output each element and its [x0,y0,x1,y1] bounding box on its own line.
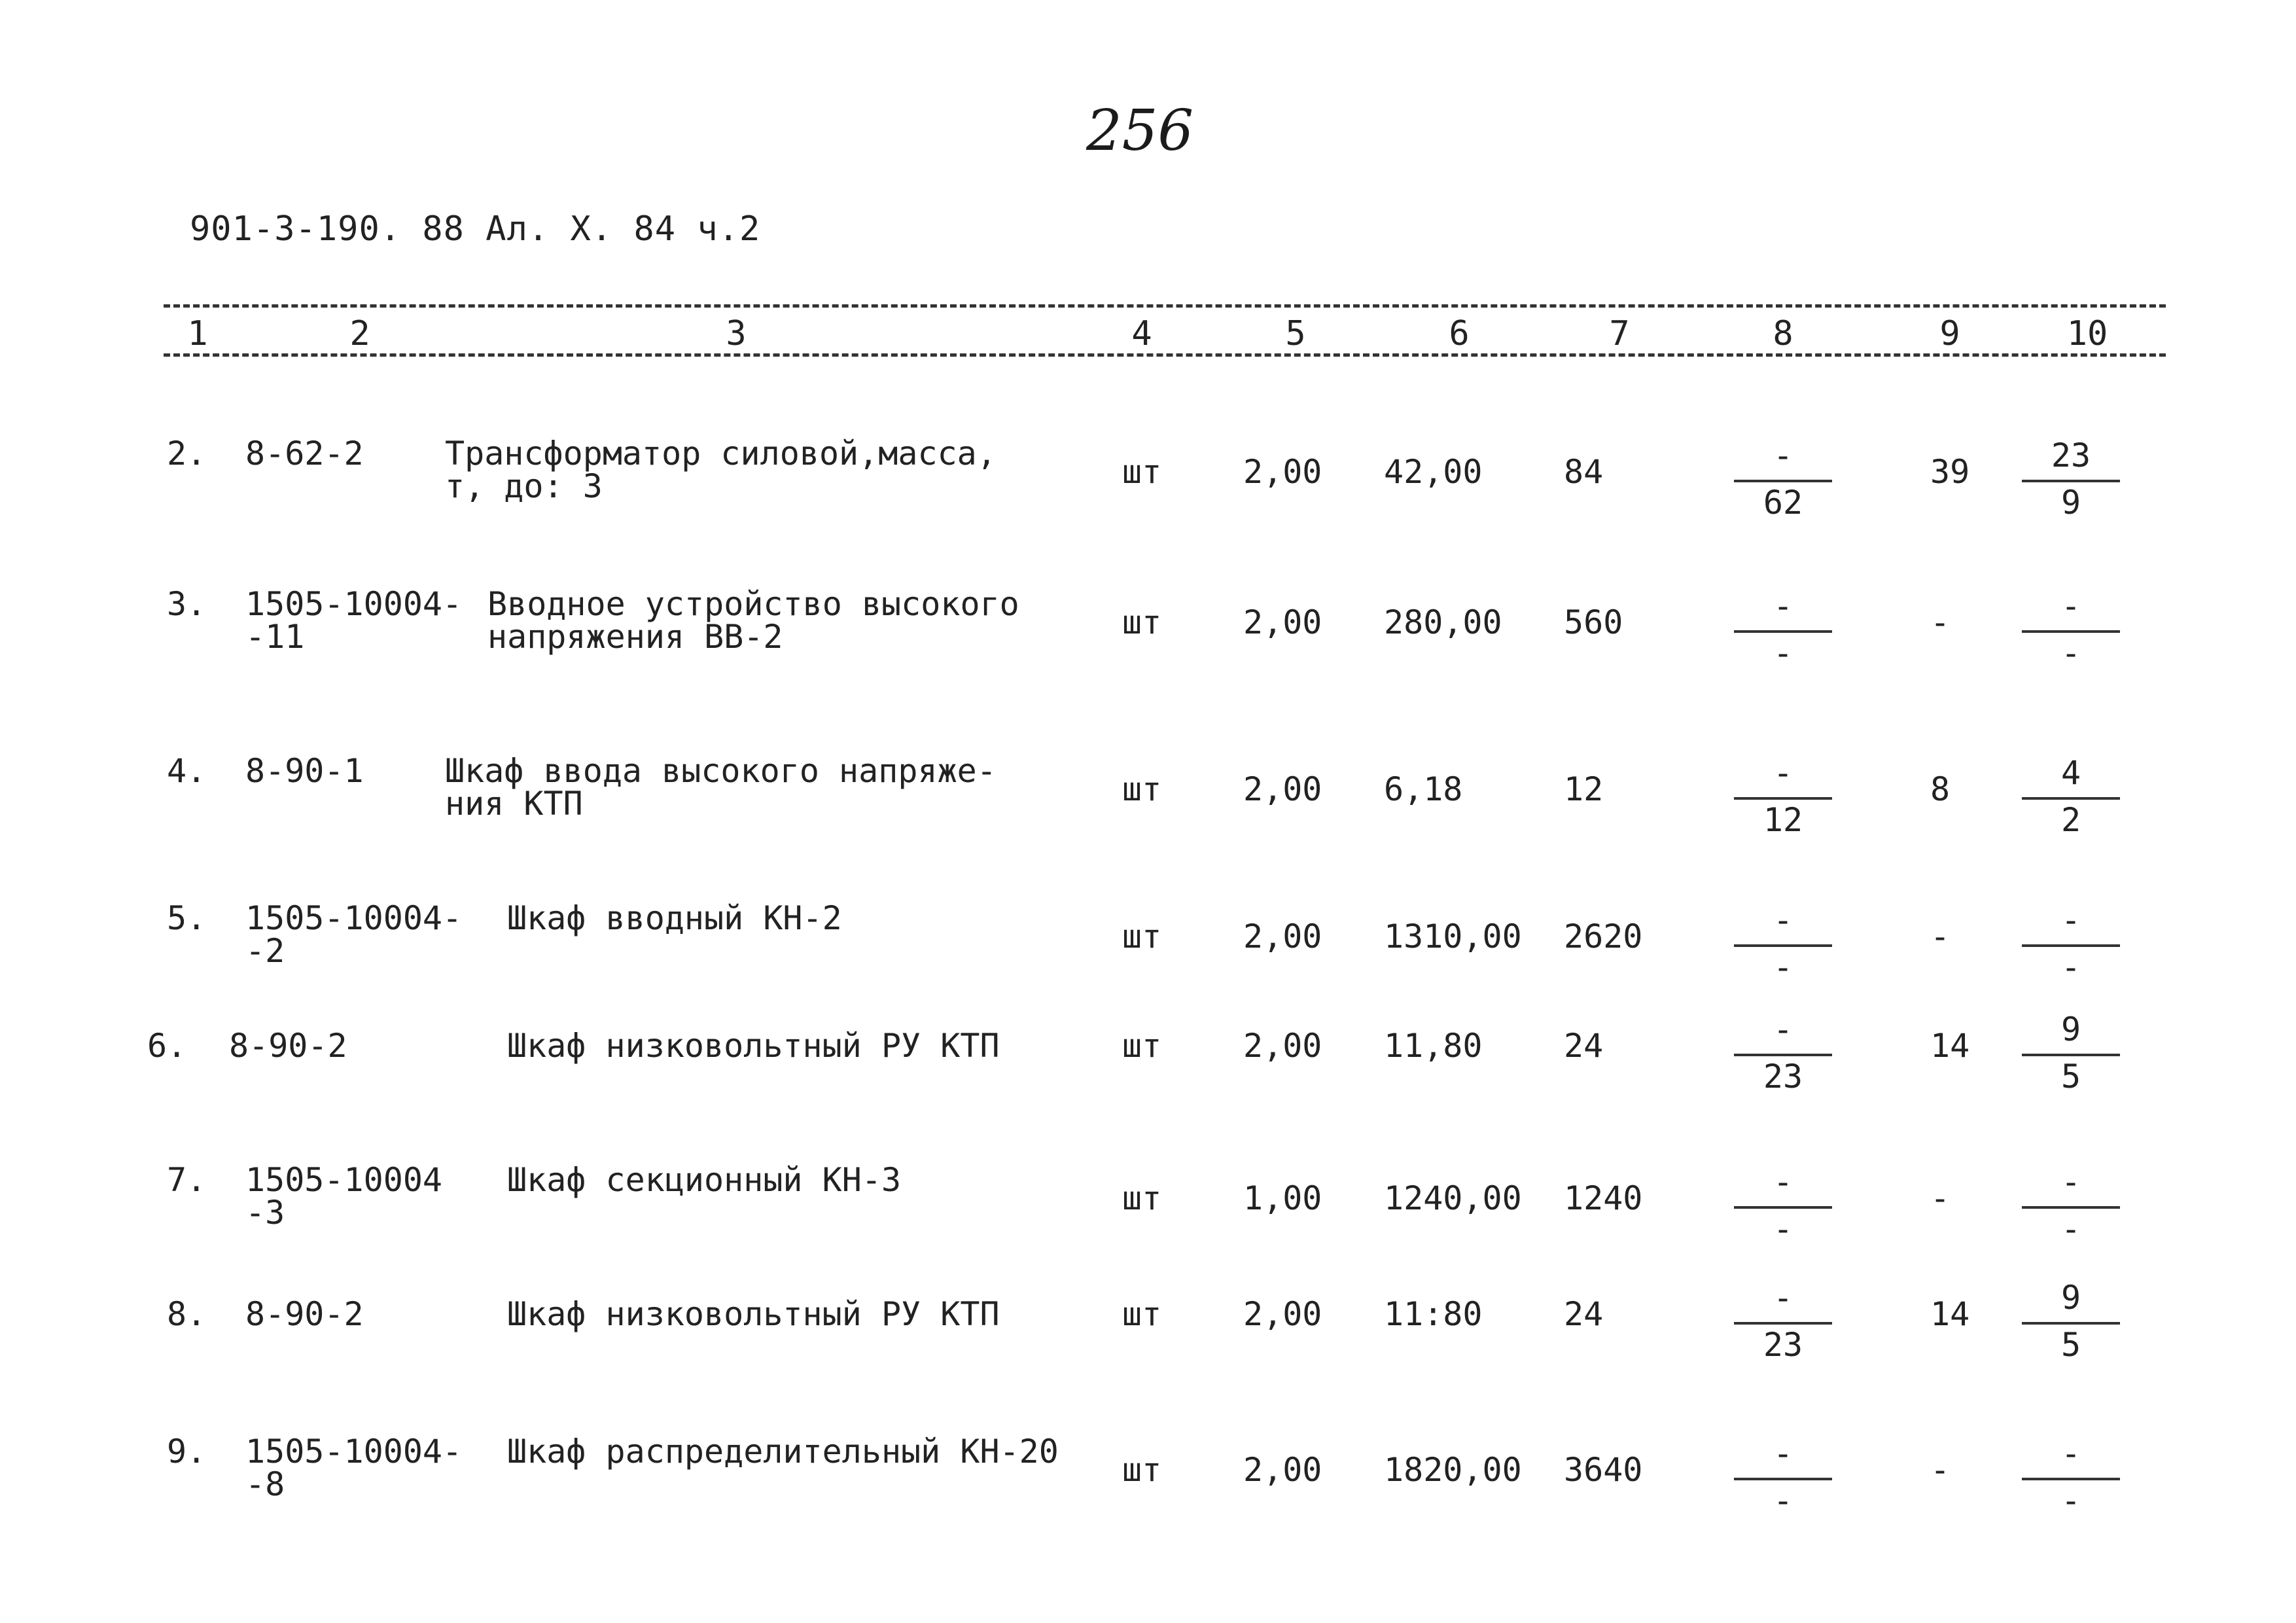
fraction-numerator: 23 [2051,437,2091,474]
row-unit: шт [1122,1295,1162,1333]
column-header-8: 8 [1773,314,1793,353]
column-header-4: 4 [1131,314,1152,353]
row-number: 5. [167,899,207,937]
fraction-bar [1734,1206,1832,1209]
row-quantity: 2,00 [1243,603,1322,641]
column-header-2: 2 [349,314,370,353]
fraction-numerator: - [1773,901,1793,939]
row-name: Трансформатор силовой,масса, [445,435,997,473]
row-unit: шт [1122,1179,1162,1217]
row-code: 1505-10004 [245,1161,443,1199]
column-header-1: 1 [187,314,208,353]
row-total: 24 [1564,1027,1604,1065]
row-number: 6. [147,1027,187,1065]
page-number: 256 [1086,98,1194,164]
row-name: Шкаф распределительный КН-20 [507,1433,1059,1471]
row-unit: шт [1122,1027,1162,1065]
row-number: 7. [167,1161,207,1199]
row-name: напряжения ВВ-2 [487,618,783,656]
row-quantity: 2,00 [1243,1451,1322,1489]
row-unit: шт [1122,1451,1162,1489]
row-total: 1240 [1564,1179,1643,1217]
row-quantity: 2,00 [1243,453,1322,491]
fraction-denominator: 9 [2060,484,2081,522]
fraction-denominator: 23 [1763,1058,1803,1096]
row-code: -2 [245,932,285,970]
row-number: 4. [167,752,207,790]
fraction-numerator: - [1773,1010,1793,1048]
fraction-numerator: - [1773,1435,1793,1472]
fraction-denominator: 5 [2060,1058,2081,1096]
row-code: -8 [245,1465,285,1503]
fraction-bar [1734,1322,1832,1325]
document-reference: 901-3-190. 88 Ал. X. 84 ч.2 [190,209,761,249]
table-row [0,900,2296,1031]
row-unit: шт [1122,918,1162,955]
column-header-9: 9 [1939,314,1960,353]
row-code: -3 [245,1194,285,1232]
table-row [0,435,2296,566]
column-header-10: 10 [2066,314,2108,353]
row-total: 12 [1564,770,1604,808]
fraction-denominator: - [2060,948,2081,986]
row-col9: 8 [1930,770,1951,808]
fraction-denominator: 2 [2060,801,2081,839]
table-header-bottom-rule [164,353,2166,357]
table-row [0,586,2296,717]
row-col9: 14 [1930,1027,1970,1065]
fraction-denominator: 5 [2060,1326,2081,1364]
row-col9: - [1930,1179,1951,1217]
fraction-bar [2022,480,2120,482]
fraction-numerator: - [2060,1435,2081,1472]
row-quantity: 1,00 [1243,1179,1322,1217]
row-quantity: 2,00 [1243,1295,1322,1333]
fraction-bar [1734,1054,1832,1056]
fraction-numerator: - [2060,1163,2081,1201]
fraction-numerator: 9 [2060,1279,2081,1317]
table-row [0,1279,2296,1427]
fraction-bar [2022,1478,2120,1480]
column-header-3: 3 [726,314,747,353]
column-header-5: 5 [1285,314,1306,353]
row-total: 3640 [1564,1451,1643,1489]
row-total: 24 [1564,1295,1604,1333]
row-col9: 14 [1930,1295,1970,1333]
row-code: 1505-10004- [245,1433,463,1471]
fraction-bar [2022,944,2120,947]
fraction-bar [2022,1322,2120,1325]
row-code: 8-62-2 [245,435,364,473]
fraction-bar [1734,480,1832,482]
row-col9: 39 [1930,453,1970,491]
fraction-bar [2022,630,2120,633]
row-unit-price: 1820,00 [1384,1451,1522,1489]
column-header-6: 6 [1449,314,1470,353]
row-code: 1505-10004- [245,585,463,623]
row-number: 3. [167,585,207,623]
fraction-denominator: - [2060,1482,2081,1520]
row-unit-price: 280,00 [1384,603,1502,641]
fraction-bar [1734,630,1832,633]
table-row [0,1433,2296,1564]
fraction-numerator: - [1773,1163,1793,1201]
row-name: Вводное устройство высокого [487,585,1019,623]
row-unit-price: 11:80 [1384,1295,1483,1333]
row-number: 8. [167,1295,207,1333]
row-name: т, до: 3 [445,467,603,505]
fraction-numerator: - [2060,901,2081,939]
column-header-7: 7 [1609,314,1630,353]
row-name: Шкаф низковольтный РУ КТП [507,1295,1000,1333]
row-code: 8-90-2 [229,1027,347,1065]
row-quantity: 2,00 [1243,1027,1322,1065]
row-unit-price: 11,80 [1384,1027,1483,1065]
row-name: Шкаф секционный КН-3 [507,1161,902,1199]
fraction-numerator: - [1773,754,1793,792]
table-row [0,1162,2296,1293]
row-quantity: 2,00 [1243,918,1322,955]
fraction-bar [2022,1054,2120,1056]
row-quantity: 2,00 [1243,770,1322,808]
fraction-numerator: 9 [2060,1010,2081,1048]
fraction-bar [1734,1478,1832,1480]
row-unit-price: 1240,00 [1384,1179,1522,1217]
fraction-bar [1734,797,1832,800]
row-number: 2. [167,435,207,473]
table-row [0,1010,2296,1158]
fraction-denominator: 23 [1763,1326,1803,1364]
fraction-bar [1734,944,1832,947]
fraction-denominator: - [1773,1210,1793,1248]
row-unit: шт [1122,603,1162,641]
row-name: ния КТП [445,785,583,823]
fraction-denominator: - [2060,634,2081,672]
fraction-denominator: 12 [1763,801,1803,839]
fraction-numerator: 4 [2060,754,2081,792]
fraction-numerator: - [1773,587,1793,625]
row-col9: - [1930,1451,1951,1489]
fraction-numerator: - [1773,1279,1793,1317]
row-total: 2620 [1564,918,1643,955]
row-code: 1505-10004- [245,899,463,937]
row-col9: - [1930,918,1951,955]
row-code: 8-90-1 [245,752,364,790]
row-total: 560 [1564,603,1623,641]
fraction-numerator: - [2060,587,2081,625]
table-header-top-rule [164,304,2166,308]
row-unit-price: 42,00 [1384,453,1483,491]
row-unit-price: 1310,00 [1384,918,1522,955]
row-code: 8-90-2 [245,1295,364,1333]
fraction-denominator: - [1773,1482,1793,1520]
fraction-denominator: - [1773,948,1793,986]
row-unit: шт [1122,453,1162,491]
row-unit: шт [1122,770,1162,808]
row-col9: - [1930,603,1951,641]
table-row [0,753,2296,883]
row-name: Шкаф низковольтный РУ КТП [507,1027,1000,1065]
fraction-denominator: - [1773,634,1793,672]
fraction-bar [2022,1206,2120,1209]
fraction-numerator: - [1773,437,1793,474]
row-code: -11 [245,618,305,656]
fraction-denominator: 62 [1763,484,1803,522]
row-name: Шкаф вводный КН-2 [507,899,842,937]
row-name: Шкаф ввода высокого напряже- [445,752,997,790]
row-number: 9. [167,1433,207,1471]
row-unit-price: 6,18 [1384,770,1463,808]
row-total: 84 [1564,453,1604,491]
fraction-bar [2022,797,2120,800]
fraction-denominator: - [2060,1210,2081,1248]
